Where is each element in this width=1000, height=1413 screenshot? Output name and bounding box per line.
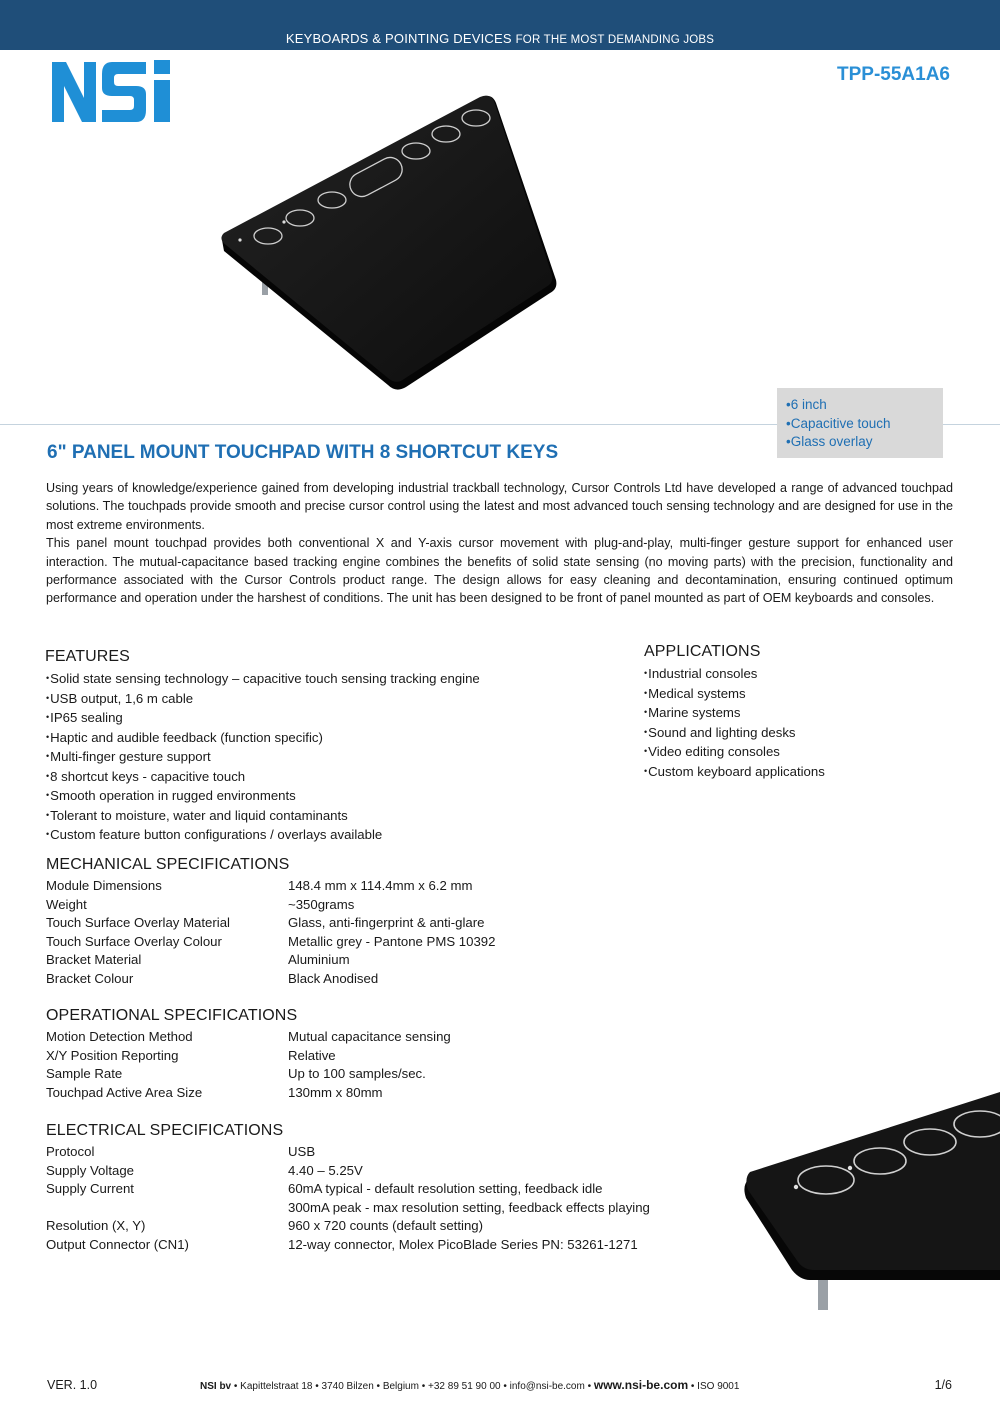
operational-title: OPERATIONAL SPECIFICATIONS xyxy=(46,1007,298,1024)
header-tagline xyxy=(0,31,1000,46)
footer-iso: • ISO 9001 xyxy=(688,1381,740,1392)
list-item: • Medical systems xyxy=(644,684,825,704)
nsi-logo-icon xyxy=(50,58,176,124)
list-item: • Industrial consoles xyxy=(644,664,825,684)
applications-list xyxy=(644,664,825,781)
footer-version: VER. 1.0 xyxy=(47,1378,98,1392)
header-bar xyxy=(0,0,1000,50)
list-item: • Video editing consoles xyxy=(644,742,825,762)
list-item: • Custom keyboard applications xyxy=(644,762,825,782)
list-item: • Smooth operation in rugged environments xyxy=(46,786,480,806)
mechanical-title: MECHANICAL SPECIFICATIONS xyxy=(46,856,290,873)
applications-title: APPLICATIONS xyxy=(644,643,761,660)
list-item: • 8 shortcut keys - capacitive touch xyxy=(46,767,480,787)
touchpad-detail-image xyxy=(740,1080,1000,1320)
list-item: • IP65 sealing xyxy=(46,708,480,728)
electrical-title: ELECTRICAL SPECIFICATIONS xyxy=(46,1122,284,1139)
footer-contact: • Kapittelstraat 18 • 3740 Bilzen • Belgium • +32 89 51 90 00 • info@nsi-be.com • xyxy=(231,1381,594,1392)
features-title: FEATURES xyxy=(45,648,130,665)
key-features-box xyxy=(777,388,943,458)
page-number: 1/6 xyxy=(934,1378,952,1392)
touchpad-product-image xyxy=(220,95,560,400)
footer-address xyxy=(200,1378,739,1392)
list-item: • USB output, 1,6 m cable xyxy=(46,689,480,709)
model-number: TPP-55A1A6 xyxy=(837,64,950,85)
intro-paragraph: This panel mount touchpad provides both conventional X and Y-axis cursor movement with plug-and-play, multi-finger gesture support for enhanced user interaction. The mutual-capacitance based tracking engine combines the benefits of solid state sensing (no moving parts) with the precision, functionality and performance associated with the Cursor Controls product range. The design allows for easy cleaning and decontamination, ensuring continued optimum performance and operation under the harshest of conditions. The unit has been designed to be front of panel mounted as part of OEM keyboards and consoles. xyxy=(46,536,953,606)
list-item: • Custom feature button configurations / overlays available xyxy=(46,825,480,845)
product-title: 6" PANEL MOUNT TOUCHPAD WITH 8 SHORTCUT KEYS xyxy=(47,442,559,463)
list-item: • Tolerant to moisture, water and liquid contaminants xyxy=(46,806,480,826)
footer-company: NSI bv xyxy=(200,1381,232,1392)
tagline-main: KEYBOARDS & POINTING DEVICES xyxy=(285,31,512,46)
key-feature-item: •Capacitive touch xyxy=(786,415,891,431)
tagline-small: FOR THE MOST DEMANDING JOBS xyxy=(515,34,715,46)
intro-text xyxy=(46,479,953,608)
footer-website-link[interactable]: www.nsi-be.com xyxy=(593,1378,689,1392)
intro-paragraph: Using years of knowledge/experience gained from developing industrial trackball technology, Cursor Controls Ltd have developed a range of advanced touchpad solutions. The touchpads provide smooth and precise cursor control using the latest and most advanced touch sensing technology and are designed for use in the most extreme environments. xyxy=(46,481,953,532)
key-feature-item: •6 inch xyxy=(786,397,827,412)
list-item: • Solid state sensing technology – capacitive touch sensing tracking engine xyxy=(46,669,480,689)
nsi-logo xyxy=(50,58,176,129)
features-list xyxy=(46,669,480,845)
list-item: • Multi-finger gesture support xyxy=(46,747,480,767)
list-item: • Sound and lighting desks xyxy=(644,723,825,743)
list-item: • Haptic and audible feedback (function specific) xyxy=(46,728,480,748)
key-feature-item: •Glass overlay xyxy=(786,434,873,449)
list-item: • Marine systems xyxy=(644,703,825,723)
